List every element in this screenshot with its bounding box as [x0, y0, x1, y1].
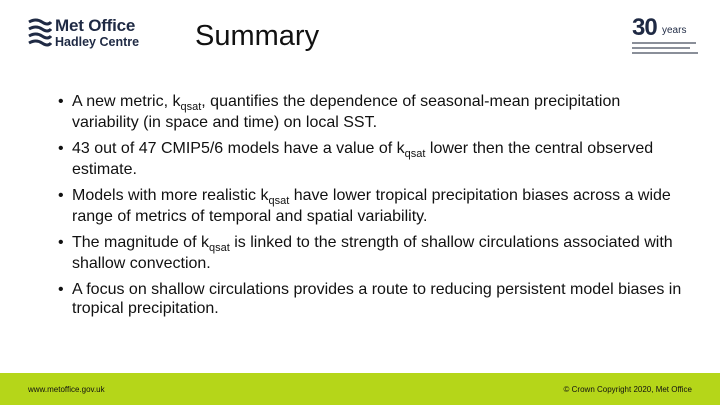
bullet-text: The magnitude of k: [72, 234, 209, 251]
footer-bar: [0, 373, 720, 405]
anniversary-tagline-graphic: [632, 42, 700, 60]
footer-url[interactable]: www.metoffice.gov.uk: [28, 385, 105, 394]
summary-bullet: [58, 92, 688, 132]
summary-bullet: [58, 186, 688, 226]
logo-subtitle: Hadley Centre: [55, 35, 140, 49]
subscript-text: qsat: [404, 148, 426, 160]
slide-title: Summary: [195, 20, 320, 52]
logo-name: Met Office: [55, 16, 136, 35]
bullet-text: A new metric, k: [72, 93, 181, 110]
subscript-text: qsat: [208, 242, 230, 254]
anniversary-logo: [632, 14, 700, 58]
anniversary-number: 30: [632, 14, 657, 41]
bullet-text: is linked to the strength of shallow circulations associated with shallow convection.: [72, 234, 673, 272]
footer-copyright: © Crown Copyright 2020, Met Office: [563, 385, 692, 394]
bullet-text: 43 out of 47 CMIP5/6 models have a value of k: [72, 140, 405, 157]
bullet-text: lower then the central observed estimate.: [72, 140, 654, 178]
anniversary-word: years: [662, 25, 687, 36]
bullet-text: have lower tropical precipitation biases across a wide range of metrics of temporal and spatial variability.: [72, 187, 671, 225]
bullet-text: Models with more realistic k: [72, 187, 269, 204]
summary-bullet-list: [58, 92, 688, 325]
met-office-logo-icon: [28, 17, 52, 47]
met-office-logo: [28, 16, 146, 52]
summary-bullet: [58, 280, 688, 318]
subscript-text: qsat: [268, 195, 290, 207]
bullet-text: , quantifies the dependence of seasonal-mean precipitation variability (in space and time) on local SST.: [72, 93, 621, 131]
summary-bullet: [58, 233, 688, 273]
subscript-text: qsat: [180, 101, 202, 113]
summary-bullet: [58, 139, 688, 179]
bullet-text: A focus on shallow circulations provides a route to reducing persistent model biases in tropical precipitation.: [72, 281, 682, 317]
